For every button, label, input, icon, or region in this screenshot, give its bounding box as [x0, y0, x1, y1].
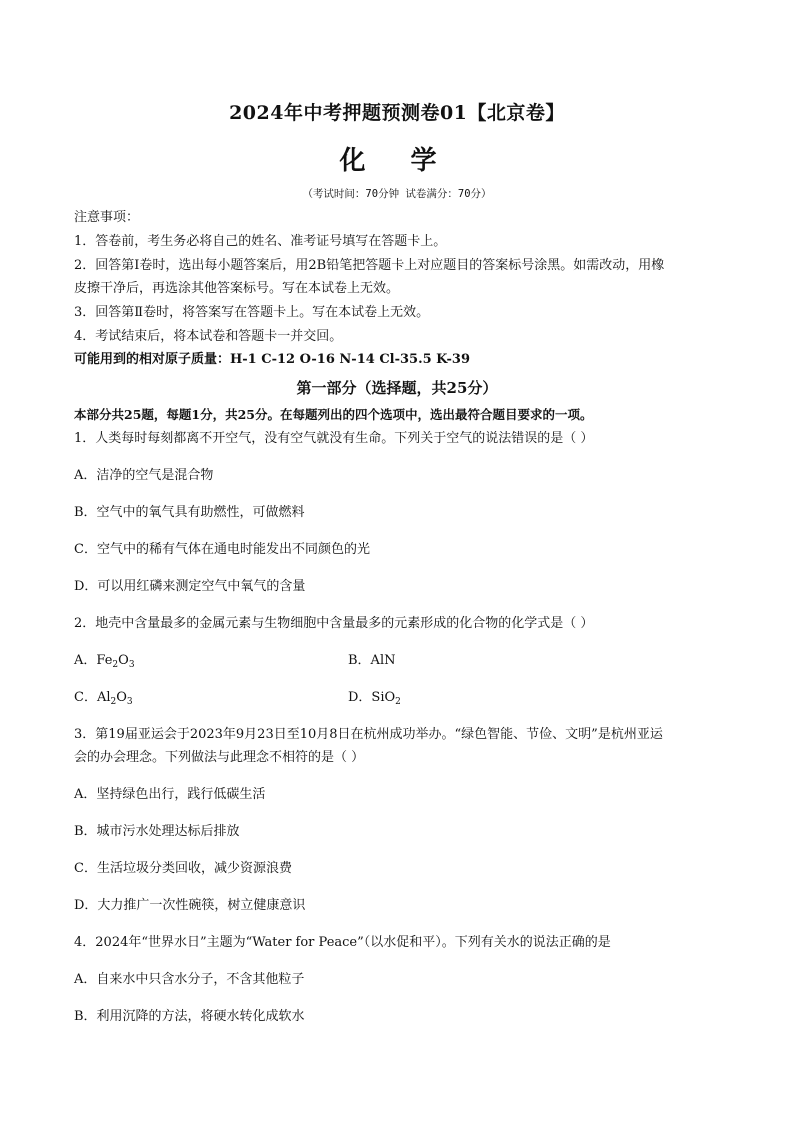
notice-item-2-cont: 皮擦干净后，再选涂其他答案标号。写在本试卷上无效。	[74, 281, 400, 296]
q3-stem-line1: 3．第19届亚运会于2023年9月23日至10月8日在杭州成功举办。“绿色智能、节俭、文明”是杭州亚运	[74, 727, 663, 742]
q2-a-prefix: A．Fe	[74, 653, 113, 668]
q2-c-sub2: 3	[126, 697, 133, 707]
q2-a-mid: O	[118, 653, 129, 668]
exam-info: （考试时间：70分钟 试卷满分：70分）	[302, 188, 492, 200]
q4-stem: 4．2024年“世界水日”主题为“Water for Peace”（以水促和平）。下列有关水的说法正确的是	[74, 935, 611, 950]
q2-c-sub1: 2	[110, 697, 117, 707]
q2-a-sub1: 2	[112, 660, 119, 670]
q2-option-d	[348, 688, 401, 708]
exam-title: 2024年中考押题预测卷01【北京卷】	[229, 102, 565, 124]
q4-option-a: A．自来水中只含水分子，不含其他粒子	[74, 972, 305, 987]
atomic-masses: 可能用到的相对原子质量：H-1 C-12 O-16 N-14 Cl-35.5 K-39	[74, 352, 471, 367]
notice-heading: 注意事项：	[74, 210, 140, 225]
q1-option-d: D．可以用红磷来测定空气中氧气的含量	[74, 579, 306, 594]
q1-stem: 1．人类每时每刻都离不开空气，没有空气就没有生命。下列关于空气的说法错误的是（ ）	[74, 431, 594, 446]
q2-option-a	[74, 651, 334, 671]
q1-option-b: B．空气中的氧气具有助燃性，可做燃料	[74, 505, 305, 520]
q1-option-c: C．空气中的稀有气体在通电时能发出不同颜色的光	[74, 542, 370, 557]
section-title: 第一部分（选择题，共25分）	[296, 379, 498, 397]
q2-d-prefix: D．SiO	[348, 690, 396, 705]
q2-stem: 2．地壳中含量最多的金属元素与生物细胞中含量最多的元素形成的化合物的化学式是（ ）	[74, 616, 594, 631]
notice-item-2: 2．回答第Ⅰ卷时，选出每小题答案后，用2B铅笔把答题卡上对应题目的答案标号涂黑。如需改动，用橡	[74, 258, 665, 273]
q2-a-sub2: 3	[128, 660, 135, 670]
q2-option-b: B．AlN	[348, 653, 396, 668]
q3-option-b: B．城市污水处理达标后排放	[74, 824, 240, 839]
q1-option-a: A．洁净的空气是混合物	[74, 468, 214, 483]
q3-option-c: C．生活垃圾分类回收，减少资源浪费	[74, 861, 292, 876]
notice-item-1: 1．答卷前，考生务必将自己的姓名、准考证号填写在答题卡上。	[74, 234, 447, 249]
section-intro: 本部分共25题，每题1分，共25分。在每题列出的四个选项中，选出最符合题目要求的一项。	[74, 407, 593, 422]
q3-stem-line2: 会的办会理念。下列做法与此理念不相符的是（ ）	[74, 750, 365, 765]
subject-title: 化 学	[339, 146, 455, 176]
q3-option-d: D．大力推广一次性碗筷，树立健康意识	[74, 898, 306, 913]
q2-c-prefix: C．Al	[74, 690, 111, 705]
q2-d-sub: 2	[395, 697, 401, 707]
notice-item-4: 4．考试结束后，将本试卷和答题卡一并交回。	[74, 329, 343, 344]
notice-item-3: 3．回答第Ⅱ卷时，将答案写在答题卡上。写在本试卷上无效。	[74, 305, 430, 320]
q2-option-c	[74, 688, 334, 708]
q2-c-mid: O	[116, 690, 127, 705]
q4-option-b: B．利用沉降的方法，将硬水转化成软水	[74, 1009, 305, 1024]
q3-option-a: A．坚持绿色出行，践行低碳生活	[74, 787, 266, 802]
